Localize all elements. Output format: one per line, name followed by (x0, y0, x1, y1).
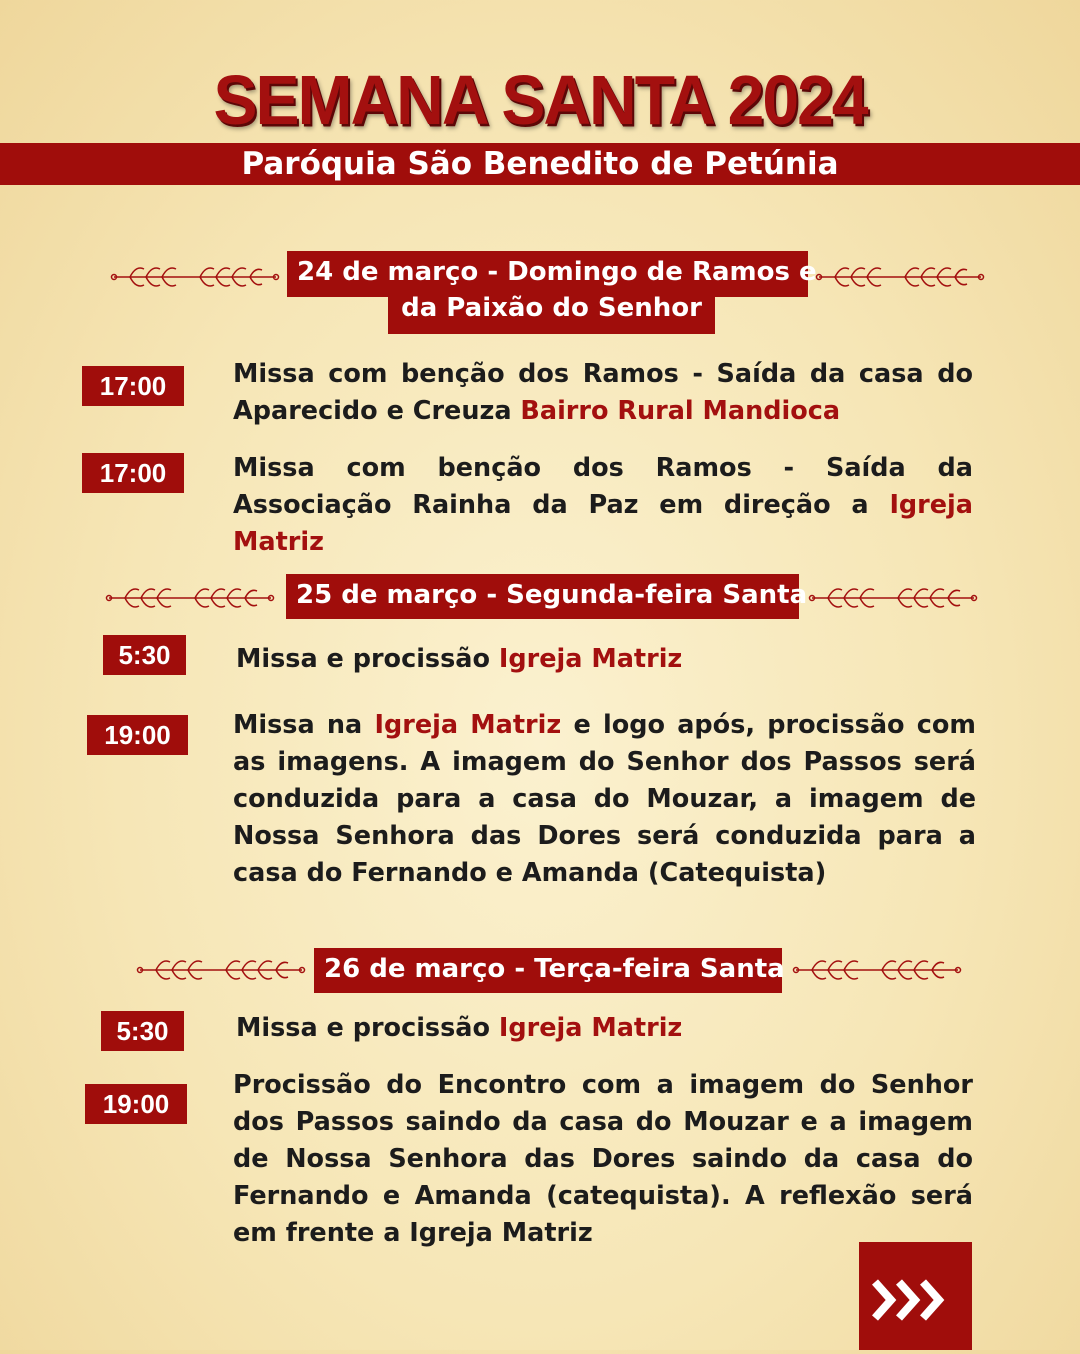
day-heading-24-line1: 24 de março - Domingo de Ramos e (287, 251, 808, 297)
event-time: 17:00 (82, 366, 184, 406)
next-page-button[interactable] (859, 1242, 972, 1350)
event-description: Procissão do Encontro com a imagem do Senhor dos Passos saindo da casa do Mouzar e a imagem de Nossa Senhora das Dores saindo da casa do Fernando e Amanda (catequista). A reflexão será em frente a Igreja Matriz (233, 1070, 973, 1248)
event-description: Missa com benção dos Ramos - Saída da Associação Rainha da Paz em direção a Igreja Matriz (233, 453, 973, 557)
event-description: Missa e procissão Igreja Matriz (236, 644, 683, 674)
event-description: Missa na Igreja Matriz e logo após, procissão com as imagens. A imagem do Senhor dos Passos será conduzida para a casa do Mouzar, a imagem de Nossa Senhora das Dores será conduzida para a casa do Fernando e Amanda (Catequista) (233, 710, 976, 888)
day-heading-25: 25 de março - Segunda-feira Santa (286, 574, 799, 619)
right-vine-ornament-icon (792, 955, 962, 985)
left-vine-ornament-icon (110, 262, 280, 292)
event-time: 5:30 (101, 1011, 184, 1051)
event-description: Missa e procissão Igreja Matriz (236, 1013, 683, 1043)
left-vine-ornament-icon (136, 955, 306, 985)
event-time: 19:00 (85, 1084, 187, 1124)
event-time: 17:00 (82, 453, 184, 493)
page-title: SEMANA SANTA 2024 (213, 61, 867, 139)
triple-chevron-right-icon (859, 1242, 972, 1350)
parish-subtitle: Paróquia São Benedito de Petúnia (241, 146, 839, 182)
event-place: Igreja Matriz (498, 1013, 683, 1043)
right-vine-ornament-icon (815, 262, 985, 292)
event-place: Igreja Matriz (498, 644, 683, 674)
event-place: Bairro Rural Mandioca (520, 396, 841, 426)
day-heading-24-line2: da Paixão do Senhor (388, 292, 715, 334)
left-vine-ornament-icon (105, 583, 275, 613)
day-heading-26: 26 de março - Terça-feira Santa (314, 948, 782, 993)
event-time: 19:00 (87, 715, 188, 755)
event-time: 5:30 (103, 635, 186, 675)
event-place: Igreja Matriz (374, 710, 562, 740)
right-vine-ornament-icon (808, 583, 978, 613)
event-place: Igreja Matriz (233, 490, 973, 557)
event-description: Missa com benção dos Ramos - Saída da casa do Aparecido e Creuza Bairro Rural Mandioca (233, 359, 973, 426)
